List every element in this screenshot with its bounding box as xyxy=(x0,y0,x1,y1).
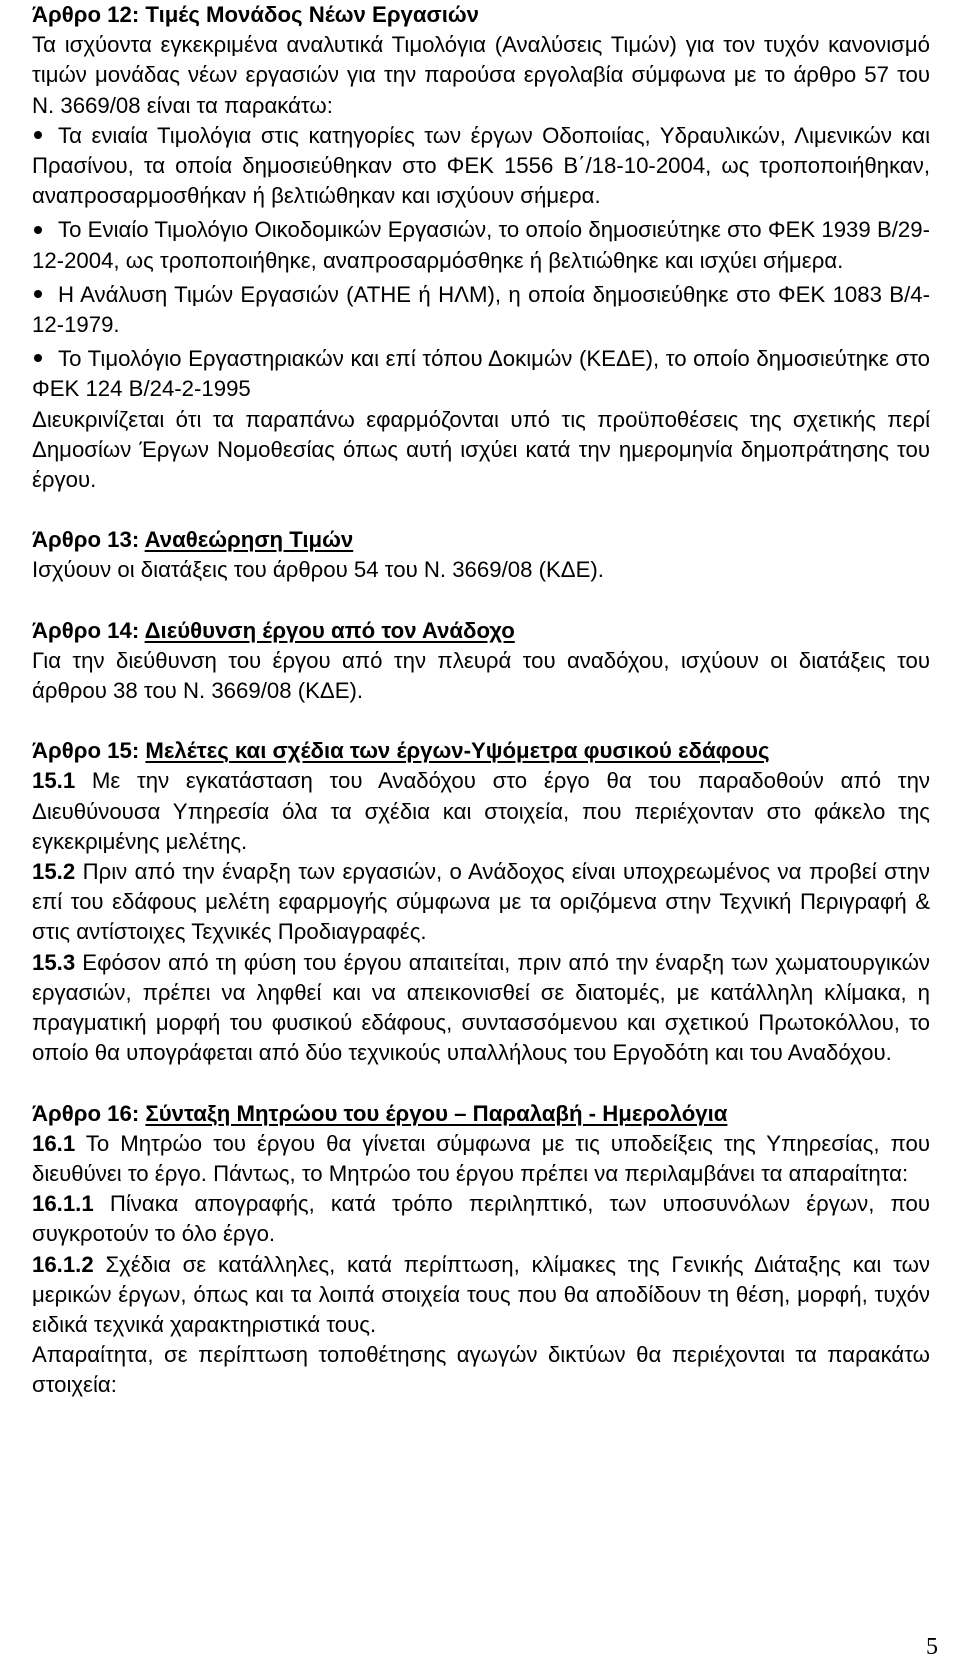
bullet-text: Το Τιμολόγιο Εργαστηριακών και επί τόπου Δοκιμών (ΚΕΔΕ), το οποίο δημοσιεύτηκε στο ΦΕΚ 124 Β/24-2-1995 xyxy=(32,346,930,402)
article-12-bullet-1 xyxy=(32,121,930,212)
article-16-prefix: Άρθρο 16: xyxy=(32,1100,146,1126)
item-text: Σχέδια σε κατάλληλες, κατά περίπτωση, κλίμακες της Γενικής Διάταξης και των μερικών έργων, όπως και τα λοιπά στοιχεία τους που θα αποδίδουν τη θέση, μορφή, τυχόν ειδικά τεχνικά χαρακτηριστικά τους. xyxy=(32,1251,930,1337)
bullet-text: Η Ανάλυση Τιμών Εργασιών (ΑΤΗΕ ή ΗΛΜ), η οποία δημοσιεύθηκε στο ΦΕΚ 1083 Β/4-12-1979. xyxy=(32,281,930,338)
article-15-title: Μελέτες και σχέδια των έργων-Υψόμετρα φυσικού εδάφους xyxy=(145,738,770,764)
item-text: Το Μητρώο του έργου θα γίνεται σύμφωνα με τις υποδείξεις της Υπηρεσίας, που διευθύνει το έργο. Πάντως, το Μητρώο του έργου πρέπει να περιλαμβάνει τα απαραίτητα: xyxy=(32,1130,930,1186)
article-15-heading xyxy=(32,736,930,766)
article-12-bullet-4 xyxy=(32,344,930,404)
article-14-body: Για την διεύθυνση του έργου από την πλευρά του αναδόχου, ισχύουν οι διατάξεις του άρθρου 38 του Ν. 3669/08 (ΚΔΕ). xyxy=(32,647,930,704)
article-15-prefix: Άρθρο 15: xyxy=(32,738,146,764)
bullet-icon xyxy=(32,280,58,310)
article-16-heading xyxy=(32,1099,930,1129)
bullet-icon xyxy=(32,121,58,151)
bullet-text: Τα ενιαία Τιμολόγια στις κατηγορίες των έργων Οδοποιίας, Υδραυλικών, Λιμενικών και Πρασίνου, τα οποία δημοσιεύθηκαν στο ΦΕΚ 1556 Β΄/18-10-2004, ως τροποποιήθηκαν, αναπροσαρμοσθήκαν ή βελτιώθηκαν και ισχύουν σήμερα. xyxy=(32,122,930,209)
article-16-closing: Απαραίτητα, σε περίπτωση τοποθέτησης αγωγών δικτύων θα περιέχονται τα παρακάτω στοιχεία: xyxy=(32,1342,930,1398)
article-16-item-2 xyxy=(32,1189,930,1249)
item-number: 15.3 xyxy=(32,949,76,975)
article-15-item-2 xyxy=(32,857,930,948)
article-14-heading xyxy=(32,616,930,646)
article-16-title: Σύνταξη Μητρώου του έργου – Παραλαβή - Ημερολόγια xyxy=(145,1100,728,1126)
article-14-prefix: Άρθρο 14: xyxy=(32,617,145,643)
item-number: 15.2 xyxy=(32,859,76,885)
item-text: Εφόσον από τη φύση του έργου απαιτείται, πριν από την έναρξη των χωματουργικών εργασιών, πρέπει να ληφθεί και να απεικονισθεί σε διατομές, με κατάλληλη κλίμακα, η πραγματική μορφή του φυσικού εδάφους, συντασσόμενου και σχετικού Πρωτοκόλλου, το οποίο θα υπογράφεται από δύο τεχνικούς υπαλλήλους του Εργοδότη και του Αναδόχου. xyxy=(32,949,930,1066)
article-12-bullet-2 xyxy=(32,215,930,275)
article-13-prefix: Άρθρο 13: xyxy=(32,527,145,553)
article-13-title: Αναθεώρηση Τιμών xyxy=(144,527,354,553)
document-page xyxy=(32,0,930,1401)
item-text: Πίνακα απογραφής, κατά τρόπο περιληπτικό, των υποσυνόλων έργων, που συγκροτούν το όλο έργο. xyxy=(32,1191,930,1247)
item-number: 16.1.2 xyxy=(32,1251,94,1277)
item-number: 16.1.1 xyxy=(32,1191,94,1217)
article-14-title: Διεύθυνση έργου από τον Ανάδοχο xyxy=(144,617,515,643)
article-13-heading xyxy=(32,525,930,555)
item-text: Πριν από την έναρξη των εργασιών, ο Ανάδοχος είναι υποχρεωμένος να προβεί στην επί του εδάφους μελέτη εφαρμογής σύμφωνα με τα οριζόμενα στην Τεχνική Περιγραφή & στις αντίστοιχες Τεχνικές Προδιαγραφές. xyxy=(32,859,930,945)
article-16-item-1 xyxy=(32,1129,930,1189)
page-number: 5 xyxy=(926,1634,938,1660)
article-15-item-3 xyxy=(32,948,930,1069)
bullet-text: Το Ενιαίο Τιμολόγιο Οικοδομικών Εργασιών, το οποίο δημοσιεύτηκε στο ΦΕΚ 1939 Β/29-12-2004, ως τροποποιήθηκε, αναπροσαρμόσθηκε ή βελτιώθηκε και ισχύει σήμερα. xyxy=(32,217,930,273)
article-16-item-3 xyxy=(32,1250,930,1341)
article-12-bullet-3 xyxy=(32,280,930,340)
article-12-outro: Διευκρινίζεται ότι τα παραπάνω εφαρμόζονται υπό τις προϋποθέσεις της σχετικής περί Δημοσίων Έργων Νομοθεσίας όπως αυτή ισχύει κατά την ημερομηνία δημοπράτησης του έργου. xyxy=(32,406,930,493)
article-13-body: Ισχύουν οι διατάξεις του άρθρου 54 του Ν. 3669/08 (ΚΔΕ). xyxy=(32,557,604,583)
article-12-heading: Άρθρο 12: Τιμές Μονάδος Νέων Εργασιών xyxy=(32,2,479,27)
bullet-icon xyxy=(32,344,58,374)
article-12-intro: Τα ισχύοντα εγκεκριμένα αναλυτικά Τιμολόγια (Αναλύσεις Τιμών) για τον τυχόν κανονισμό τιμών μονάδας νέων εργασιών για την παρούσα εργολαβία σύμφωνα με το άρθρο 57 του Ν. 3669/08 είναι τα παρακάτω: xyxy=(32,32,930,118)
article-15-item-1 xyxy=(32,766,930,857)
item-text: Με την εγκατάσταση του Αναδόχου στο έργο θα του παραδοθούν από την Διευθύνουσα Υπηρεσία όλα τα σχέδια και στοιχεία, που περιέχονταν στο φάκελο της εγκεκριμένης μελέτης. xyxy=(32,768,930,854)
bullet-icon xyxy=(32,215,58,245)
item-number: 16.1 xyxy=(32,1130,76,1156)
item-number: 15.1 xyxy=(32,768,76,794)
